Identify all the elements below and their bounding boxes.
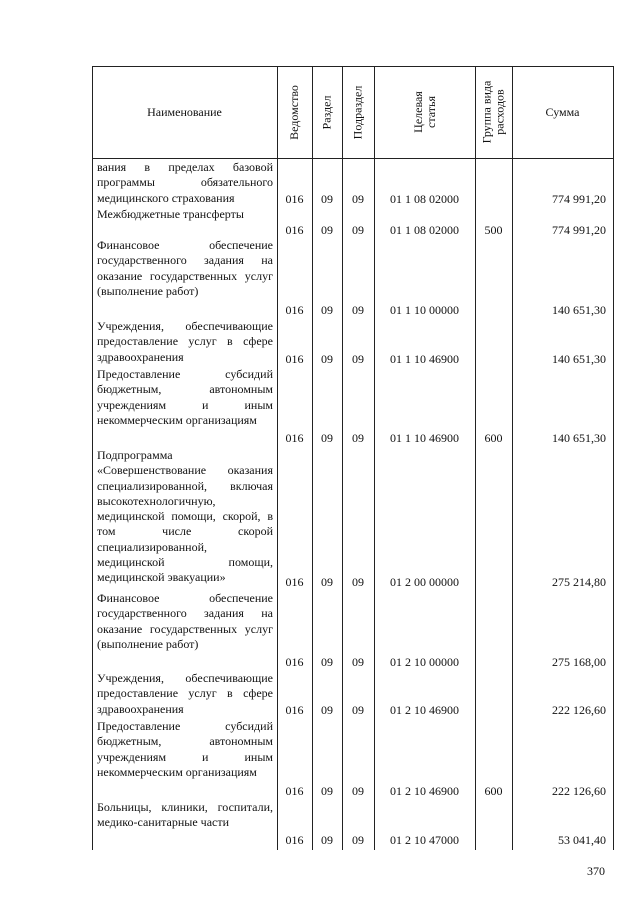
row-target-article: 01 2 10 00000 (390, 655, 459, 669)
row-name: Межбюджетные трансферты (97, 207, 244, 221)
row-subsection: 09 (352, 575, 364, 589)
row-target-article: 01 1 10 00000 (390, 303, 459, 317)
header-expense-group: Группа вида расходов (479, 80, 507, 144)
row-sum: 222 126,60 (552, 703, 606, 717)
header-sum: Сумма (545, 104, 580, 119)
row-section: 09 (321, 703, 333, 717)
row-expense-group: 600 (484, 784, 503, 798)
row-name: вания в пределах базовой программы обязательного медицинского страхования (97, 160, 273, 205)
row-sum: 140 651,30 (552, 352, 606, 366)
row-section: 09 (321, 575, 333, 589)
column-divider (475, 66, 476, 850)
row-subsection: 09 (352, 303, 364, 317)
row-name: Подпрограмма «Совершенствование оказания специализированной, включая высокотехнологичную, медицинской помощи, скорой, в том числе скорой специализированной, медицинской помощи, медицинской эвакуации» (97, 448, 273, 585)
row-sum: 222 126,60 (552, 784, 606, 798)
row-sum: 275 168,00 (552, 655, 606, 669)
row-name: Финансовое обеспечение государственного задания на оказание государственных услуг (выполнение работ) (97, 591, 273, 651)
row-name: Финансовое обеспечение государственного задания на оказание государственных услуг (выполнение работ) (97, 238, 273, 298)
row-expense-group: 500 (484, 223, 503, 237)
row-department: 016 (285, 784, 304, 798)
row-subsection: 09 (352, 352, 364, 366)
row-subsection: 09 (352, 431, 364, 445)
row-sum: 53 041,40 (558, 833, 606, 847)
column-divider (342, 66, 343, 850)
row-department: 016 (285, 352, 304, 366)
row-section: 09 (321, 223, 333, 237)
row-section: 09 (321, 192, 333, 206)
row-section: 09 (321, 303, 333, 317)
row-name: Предоставление субсидий бюджетным, автономным учреждениям и иным некоммерческим организациям (97, 367, 273, 427)
row-department: 016 (285, 223, 304, 237)
row-name: Больницы, клиники, госпитали, медико-санитарные части (97, 800, 273, 830)
row-subsection: 09 (352, 223, 364, 237)
budget-table (92, 66, 614, 850)
row-section: 09 (321, 655, 333, 669)
row-department: 016 (285, 431, 304, 445)
row-section: 09 (321, 431, 333, 445)
row-target-article: 01 1 08 02000 (390, 192, 459, 206)
row-sum: 774 991,20 (552, 223, 606, 237)
row-sum: 774 991,20 (552, 192, 606, 206)
row-target-article: 01 2 10 47000 (390, 833, 459, 847)
row-name: Учреждения, обеспечивающие предоставление услуг в сфере здравоохранения (97, 319, 273, 364)
row-sum: 140 651,30 (552, 431, 606, 445)
header-name: Наименование (147, 104, 222, 119)
row-subsection: 09 (352, 192, 364, 206)
header-target-article: Целевая статья (410, 91, 438, 133)
row-sum: 140 651,30 (552, 303, 606, 317)
row-name: Предоставление субсидий бюджетным, автономным учреждениям и иным некоммерческим организациям (97, 719, 273, 779)
row-subsection: 09 (352, 784, 364, 798)
row-target-article: 01 2 10 46900 (390, 703, 459, 717)
row-section: 09 (321, 784, 333, 798)
column-divider (374, 66, 375, 850)
row-department: 016 (285, 703, 304, 717)
page-number: 370 (587, 864, 605, 878)
header-subsection: Подраздел (350, 85, 365, 139)
row-section: 09 (321, 833, 333, 847)
row-target-article: 01 2 10 46900 (390, 784, 459, 798)
row-department: 016 (285, 303, 304, 317)
row-department: 016 (285, 575, 304, 589)
header-department: Ведомство (287, 84, 302, 140)
row-target-article: 01 1 10 46900 (390, 352, 459, 366)
column-divider (312, 66, 313, 850)
row-section: 09 (321, 352, 333, 366)
column-divider (512, 66, 513, 850)
table-border-right (613, 66, 614, 850)
header-section: Раздел (319, 95, 334, 129)
column-divider (277, 66, 278, 850)
row-subsection: 09 (352, 655, 364, 669)
row-target-article: 01 1 08 02000 (390, 223, 459, 237)
header-divider (92, 158, 614, 159)
row-sum: 275 214,80 (552, 575, 606, 589)
row-department: 016 (285, 192, 304, 206)
row-subsection: 09 (352, 703, 364, 717)
row-department: 016 (285, 833, 304, 847)
row-department: 016 (285, 655, 304, 669)
row-subsection: 09 (352, 833, 364, 847)
row-expense-group: 600 (484, 431, 503, 445)
table-border-left (92, 66, 93, 850)
row-target-article: 01 1 10 46900 (390, 431, 459, 445)
row-name: Учреждения, обеспечивающие предоставление услуг в сфере здравоохранения (97, 671, 273, 716)
row-target-article: 01 2 00 00000 (390, 575, 459, 589)
